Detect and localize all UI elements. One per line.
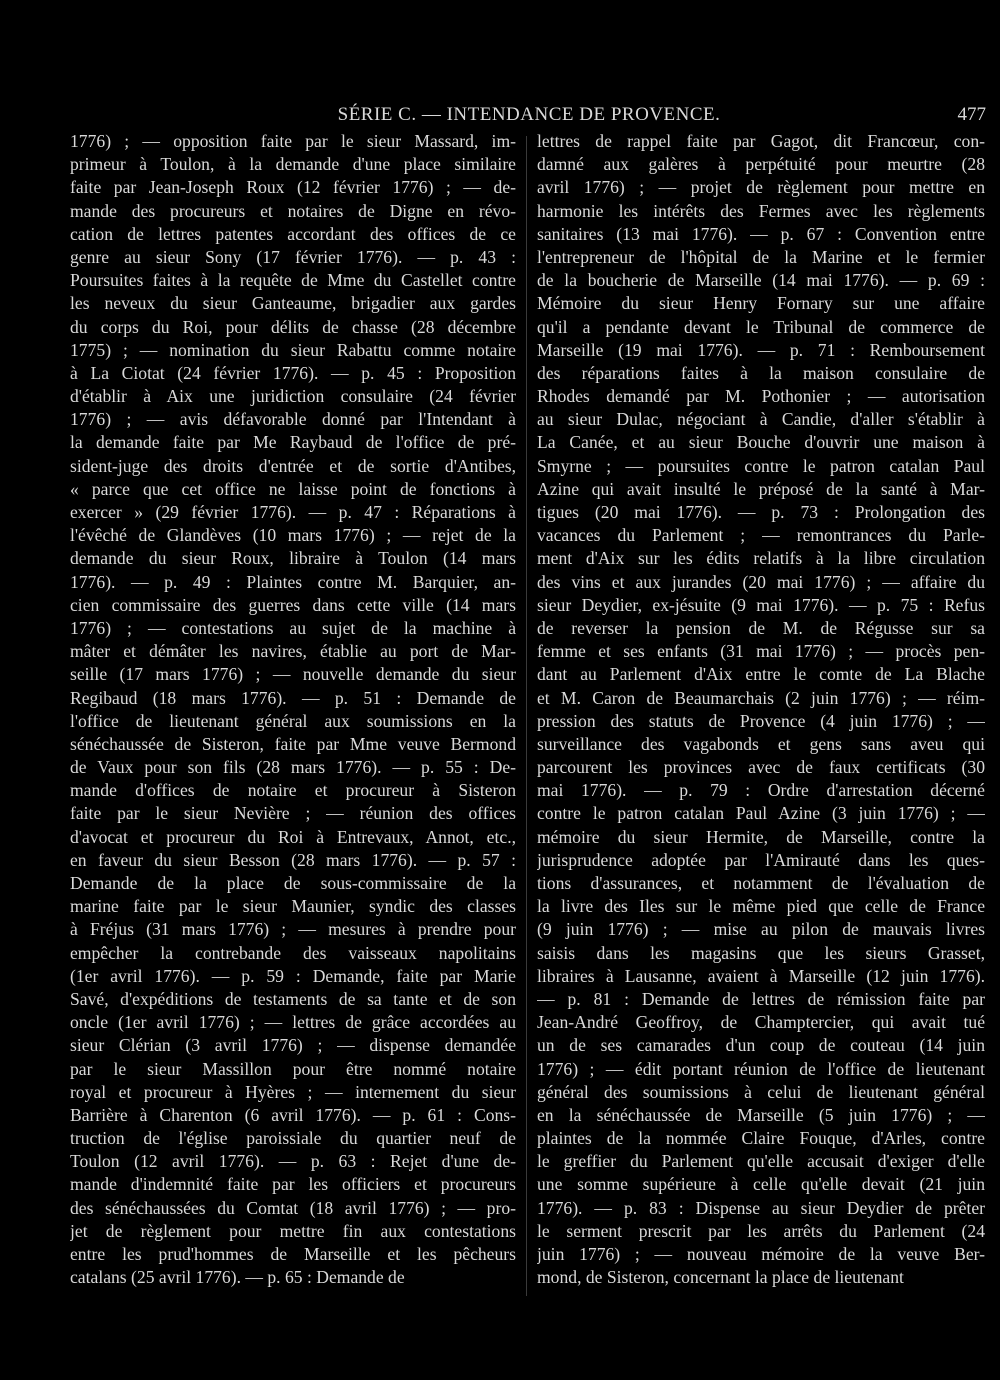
- text-line: primeur à Toulon, à la demande d'une place similaire: [70, 154, 516, 175]
- left-text-column: [70, 130, 516, 1289]
- text-line: 1775) ; — nomination du sieur Rabattu comme notaire: [70, 339, 516, 360]
- text-line: Toulon (12 avril 1776). — p. 63 : Rejet d'une de-: [70, 1151, 516, 1172]
- text-line: Demande de la place de sous-commissaire de la: [70, 873, 516, 893]
- text-line: demande du sieur Roux, libraire à Toulon (14 mars: [70, 548, 516, 569]
- text-line: des sénéchaussées du Comtat (18 avril 1776) ; — pro-: [70, 1197, 516, 1218]
- text-line: tions d'assurances, et notamment de l'évaluation de: [537, 873, 985, 893]
- text-line: Jean-André Geoffroy, de Champtercier, qui avait tué: [537, 1012, 985, 1033]
- text-line: 1776). — p. 83 : Dispense au sieur Deydier de prêter: [537, 1197, 985, 1218]
- text-line: sieur Deydier, ex-jésuite (9 mai 1776). — p. 75 : Refus: [537, 594, 985, 615]
- text-line: Poursuites faites à la requête de Mme du Castellet contre: [70, 270, 516, 291]
- text-line: ment d'Aix sur les édits relatifs à la libre circulation: [537, 548, 985, 569]
- text-line: l'évêché de Glandèves (10 mars 1776) ; — rejet de la: [70, 525, 516, 546]
- text-line: marine faite par le sieur Maunier, syndic des classes: [70, 896, 516, 917]
- text-line: femme et ses enfants (31 mai 1776) ; — procès pen-: [537, 641, 985, 662]
- column-divider: [526, 136, 527, 1296]
- text-line: tigues (20 mai 1776). — p. 73 : Prolongation des: [537, 502, 985, 522]
- text-line: 1776) ; — contestations au sujet de la machine à: [70, 617, 516, 638]
- text-line: 1776) ; — édit portant réunion de l'office de lieutenant: [537, 1058, 985, 1079]
- text-line: mande des procureurs et notaires de Digne en révo-: [70, 200, 516, 221]
- right-text-column: [537, 130, 985, 1289]
- text-line: le greffier du Parlement qu'elle accusait d'exiger d'elle: [537, 1151, 985, 1172]
- text-line: Smyrne ; — poursuites contre le patron catalan Paul: [537, 455, 985, 476]
- text-line: plaintes de la nommée Claire Fouque, d'Arles, contre: [537, 1128, 985, 1149]
- text-line: faite par le sieur Nevière ; — réunion des offices: [70, 803, 516, 824]
- text-line: pression des statuts de Provence (4 juin 1776) ; —: [537, 710, 985, 731]
- page-number: 477: [957, 104, 986, 125]
- text-line: damné aux galères à perpétuité pour meurtre (28: [537, 154, 985, 175]
- text-line: des vins et aux jurandes (20 mai 1776) ; — affaire du: [537, 571, 985, 592]
- text-line: cation de lettres patentes accordant des offices de ce: [70, 223, 516, 244]
- text-line: sanitaires (13 mai 1776). — p. 67 : Convention entre: [537, 223, 985, 244]
- text-line: 1776). — p. 49 : Plaintes contre M. Barquier, an-: [70, 571, 516, 592]
- text-line: libraires à Lausanne, avaient à Marseille (12 juin 1776).: [537, 965, 985, 986]
- text-line: Rhodes demandé par M. Pothonier ; — autorisation: [537, 386, 985, 407]
- text-line: 1776) ; — avis défavorable donné par l'Intendant à: [70, 409, 516, 430]
- text-line: l'office de lieutenant général aux soumissions en la: [70, 710, 516, 731]
- text-line: mande d'indemnité faite par les officiers et procureurs: [70, 1174, 516, 1195]
- text-line: mande d'offices de notaire et procureur à Sisteron: [70, 780, 516, 801]
- text-line: « parce que cet office ne laisse point de fonctions à: [70, 478, 516, 499]
- text-line: Regibaud (18 mars 1776). — p. 51 : Demande de: [70, 687, 516, 708]
- text-line: du corps du Roi, pour délits de chasse (28 décembre: [70, 316, 516, 337]
- text-line: les neveux du sieur Ganteaume, brigadier aux gardes: [70, 293, 516, 314]
- text-line: mond, de Sisteron, concernant la place de lieutenant: [537, 1267, 904, 1288]
- text-line: sénéchaussée de Sisteron, faite par Mme veuve Bermond: [70, 733, 516, 754]
- text-line: d'avocat et procureur du Roi à Entrevaux, Annot, etc.,: [70, 826, 516, 847]
- text-line: 1776) ; — opposition faite par le sieur Massard, im-: [70, 131, 516, 151]
- text-line: sident-juge des droits d'entrée et de sortie d'Antibes,: [70, 455, 516, 476]
- text-line: des réparations faites à la maison consulaire de: [537, 362, 985, 383]
- text-line: genre au sieur Sony (17 février 1776). — p. 43 :: [70, 246, 516, 267]
- text-line: en faveur du sieur Besson (28 mars 1776). — p. 57 :: [70, 849, 516, 870]
- text-line: dant au Parlement d'Aix entre le comte de La Blache: [537, 664, 985, 685]
- text-line: lettres de rappel faite par Gagot, dit Francœur, con-: [537, 131, 985, 151]
- text-line: entre les prud'hommes de Marseille et les pêcheurs: [70, 1244, 516, 1264]
- text-line: qu'il a pendante devant le Tribunal de commerce de: [537, 316, 985, 337]
- text-line: La Canée, et au sieur Bouche d'ouvrir une maison à: [537, 432, 985, 453]
- text-line: un de ses camarades d'un coup de couteau (14 juin: [537, 1035, 985, 1056]
- text-line: de la boucherie de Marseille (14 mai 1776). — p. 69 :: [537, 270, 985, 291]
- text-line: contre le patron catalan Paul Azine (3 juin 1776) ; —: [537, 803, 985, 824]
- text-line: — p. 81 : Demande de lettres de rémission faite par: [537, 988, 985, 1009]
- text-line: mâter et démâter les navires, établie au port de Mar-: [70, 641, 516, 662]
- text-line: cien commissaire des guerres dans cette ville (14 mars: [70, 594, 516, 615]
- text-line: par le sieur Massillon pour être nommé notaire: [70, 1058, 516, 1079]
- text-line: l'entrepreneur de l'hôpital de la Marine et le fermier: [537, 246, 985, 267]
- text-line: la demande faite par Me Raybaud de l'office de pré-: [70, 432, 516, 453]
- text-line: royal et procureur à Hyères ; — internement du sieur: [70, 1081, 516, 1102]
- text-line: Azine qui avait insulté le préposé de la santé à Mar-: [537, 478, 985, 499]
- text-line: mai 1776). — p. 79 : Ordre d'arrestation décerné: [537, 780, 985, 801]
- text-line: avril 1776) ; — projet de règlement pour mettre en: [537, 177, 985, 198]
- text-line: de Vaux pour son fils (28 mars 1776). — p. 55 : De-: [70, 757, 516, 778]
- text-line: mémoire du sieur Hermite, de Marseille, contre la: [537, 826, 985, 847]
- text-line: à Fréjus (31 mars 1776) ; — mesures à prendre pour: [70, 919, 516, 940]
- text-line: le serment prescrit par les arrêts du Parlement (24: [537, 1220, 985, 1241]
- text-line: catalans (25 avril 1776). — p. 65 : Demande de: [70, 1267, 405, 1288]
- text-line: Savé, d'expéditions de testaments de sa tante et de son: [70, 988, 516, 1009]
- text-line: d'établir à Aix une juridiction consulaire (24 février: [70, 386, 516, 407]
- text-line: (9 juin 1776) ; — mise au pilon de mauvais livres: [537, 919, 985, 940]
- text-line: surveillance des vagabonds et gens sans aveu qui: [537, 733, 985, 754]
- text-line: à La Ciotat (24 février 1776). — p. 45 : Proposition: [70, 362, 516, 383]
- text-line: parcourent les provinces avec de faux certificats (30: [537, 757, 985, 778]
- running-title: SÉRIE C. — INTENDANCE DE PROVENCE.: [337, 104, 721, 125]
- text-line: la livre des Iles sur le même pied que celle de France: [537, 896, 985, 917]
- text-line: jurisprudence adoptée par l'Amirauté dans les ques-: [537, 849, 985, 870]
- text-line: saisis dans les magasins que les sieurs Grasset,: [537, 942, 985, 963]
- text-line: empêcher la contrebande des vaisseaux napolitains: [70, 942, 516, 963]
- text-line: en la sénéchaussée de Marseille (5 juin 1776) ; —: [537, 1104, 985, 1125]
- text-line: faite par Jean-Joseph Roux (12 février 1776) ; — de-: [70, 177, 516, 198]
- text-line: Barrière à Charenton (6 avril 1776). — p. 61 : Cons-: [70, 1104, 516, 1125]
- text-line: et M. Caron de Beaumarchais (2 juin 1776) ; — réim-: [537, 687, 985, 708]
- page-header: [70, 104, 988, 130]
- text-line: harmonie les intérêts des Fermes avec les règlements: [537, 200, 985, 221]
- text-line: Mémoire du sieur Henry Fornary sur une affaire: [537, 293, 985, 314]
- text-line: général des soumissions à celui de lieutenant général: [537, 1081, 985, 1102]
- text-line: vacances du Parlement ; — remontrances du Parle-: [537, 525, 985, 546]
- text-line: jet de règlement pour mettre fin aux contestations: [70, 1220, 516, 1241]
- text-line: truction de l'église paroissiale du quartier neuf de: [70, 1128, 516, 1149]
- text-line: Marseille (19 mai 1776). — p. 71 : Remboursement: [537, 339, 985, 360]
- text-line: de reverser la pension de M. de Régusse sur sa: [537, 617, 985, 638]
- text-line: une somme supérieure à celle qu'elle devait (21 juin: [537, 1174, 985, 1195]
- text-line: au sieur Dulac, négociant à Candie, d'aller s'établir à: [537, 409, 985, 430]
- text-line: (1er avril 1776). — p. 59 : Demande, faite par Marie: [70, 965, 516, 986]
- text-line: juin 1776) ; — nouveau mémoire de la veuve Ber-: [537, 1244, 985, 1264]
- text-line: oncle (1er avril 1776) ; — lettres de grâce accordées au: [70, 1012, 516, 1033]
- text-line: sieur Clérian (3 avril 1776) ; — dispense demandée: [70, 1035, 516, 1056]
- text-line: seille (17 mars 1776) ; — nouvelle demande du sieur: [70, 664, 516, 685]
- text-line: exercer » (29 février 1776). — p. 47 : Réparations à: [70, 502, 516, 522]
